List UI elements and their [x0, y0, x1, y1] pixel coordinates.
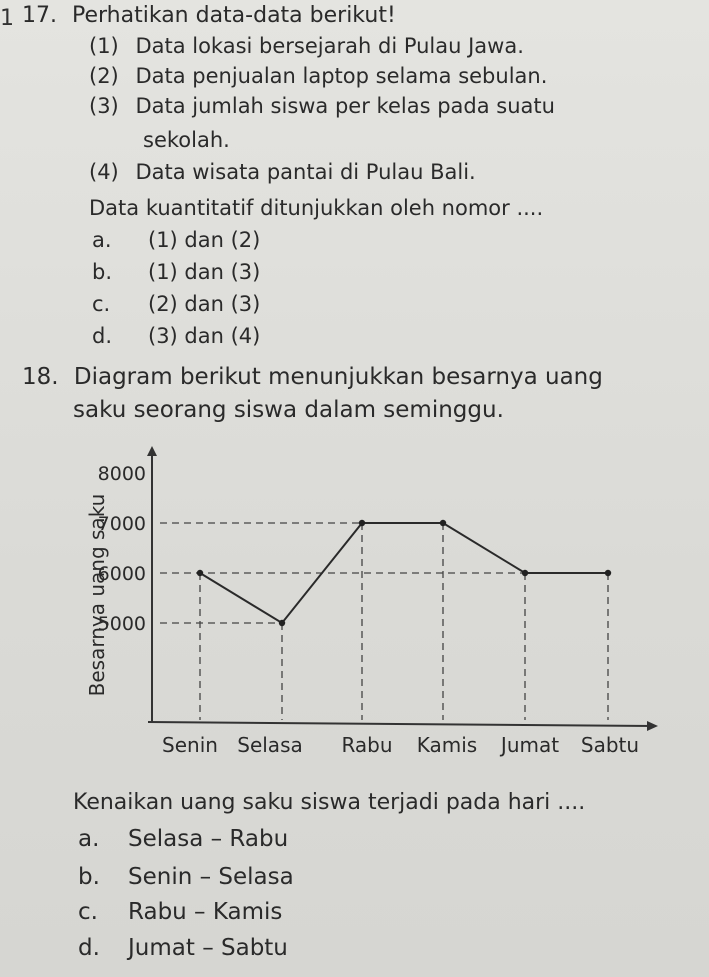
q18-question: Kenaikan uang saku siswa terjadi pada hari .... — [73, 790, 586, 815]
q18-option-d[interactable]: d. Jumat – Sabtu — [78, 935, 288, 961]
q17-option-b[interactable]: b. (1) dan (3) — [92, 260, 261, 284]
x-axis — [148, 722, 655, 726]
x-tick-label-Sabtu: Sabtu — [580, 733, 640, 757]
y-axis-label: Besarnya uang saku — [85, 493, 109, 697]
q17-question: Data kuantitatif ditunjukkan oleh nomor .... — [89, 196, 544, 220]
y-tick-label-5000: 5000 — [97, 613, 146, 635]
x-tick-label-Senin: Senin — [162, 733, 218, 757]
q17-item-4: (4) Data wisata pantai di Pulau Bali. — [89, 160, 476, 184]
q17-item-3: (3) Data jumlah siswa per kelas pada suatu — [89, 94, 555, 118]
y-axis-arrow — [147, 446, 157, 456]
question-18-stem-line1: Diagram berikut menunjukkan besarnya uang — [73, 364, 603, 390]
question-17-stem: Perhatikan data-data berikut! — [72, 3, 396, 28]
x-tick-label-Jumat: Jumat — [500, 733, 560, 757]
q17-option-c[interactable]: c. (2) dan (3) — [92, 292, 261, 316]
y-tick-label-6000: 6000 — [97, 563, 146, 585]
q17-item-3-cont: sekolah. — [143, 128, 230, 152]
data-point-Selasa — [279, 620, 285, 626]
q18-option-a[interactable]: a. Selasa – Rabu — [78, 826, 289, 852]
data-point-Senin — [197, 570, 203, 576]
data-point-Jumat — [522, 570, 528, 576]
question-18-number: 18. — [22, 364, 59, 390]
q17-option-d[interactable]: d. (3) dan (4) — [92, 324, 261, 348]
line-chart — [0, 430, 709, 790]
question-18-stem-line2: saku seorang siswa dalam seminggu. — [73, 397, 504, 423]
q17-option-a[interactable]: a. (1) dan (2) — [92, 228, 261, 252]
y-tick-label-7000: 7000 — [97, 513, 146, 535]
question-17-header — [22, 1, 396, 31]
y-tick-label-8000: 8000 — [97, 463, 146, 485]
data-point-Rabu — [359, 520, 365, 526]
margin-mark: 1 — [0, 6, 14, 31]
question-18-header — [22, 362, 603, 392]
q17-item-2: (2) Data penjualan laptop selama sebulan. — [89, 64, 548, 88]
data-point-Sabtu — [605, 570, 611, 576]
x-tick-label-Rabu: Rabu — [341, 733, 393, 757]
x-tick-label-Selasa: Selasa — [237, 733, 303, 757]
q17-item-1: (1) Data lokasi bersejarah di Pulau Jawa. — [89, 34, 524, 58]
q18-option-b[interactable]: b. Senin – Selasa — [78, 864, 294, 890]
question-17-number: 17. — [22, 3, 57, 28]
x-tick-label-Kamis: Kamis — [416, 733, 478, 757]
x-axis-arrow — [647, 721, 658, 731]
q18-option-c[interactable]: c. Rabu – Kamis — [78, 899, 283, 925]
data-point-Kamis — [440, 520, 446, 526]
